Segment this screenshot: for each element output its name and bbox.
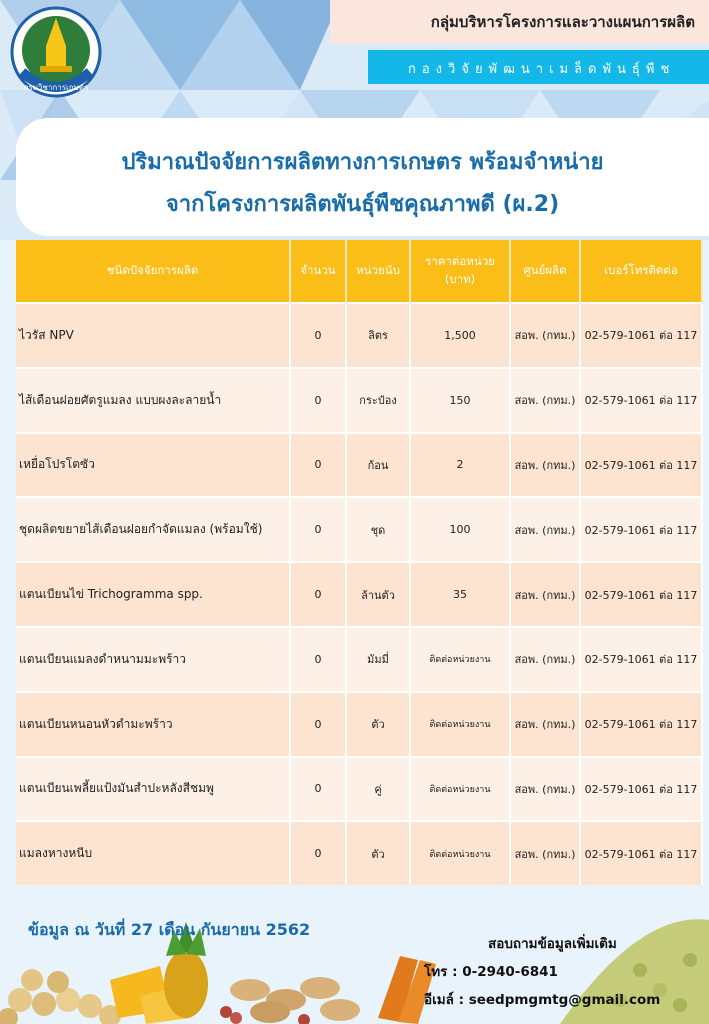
cell-phone: 02-579-1061 ต่อ 117 [580,562,702,627]
table-row [16,497,702,562]
cell-qty: 0 [290,303,346,368]
cell-center: สอพ. (กทม.) [510,757,580,822]
cell-center: สอพ. (กทม.) [510,627,580,692]
cell-qty: 0 [290,757,346,822]
cell-unit: คู่ [346,757,410,822]
cell-center: สอพ. (กทม.) [510,303,580,368]
cell-phone: 02-579-1061 ต่อ 117 [580,368,702,433]
header-qty: จำนวน [290,240,346,303]
table-row [16,368,702,433]
cell-price: 100 [410,497,510,562]
cell-item: แตนเบียนเพลี้ยแป้งมันสำปะหลังสีชมพู [16,757,290,822]
cell-item: แตนเบียนแมลงดำหนามมะพร้าว [16,627,290,692]
cell-unit: กระป๋อง [346,368,410,433]
cell-price: 150 [410,368,510,433]
cell-unit: ตัว [346,821,410,885]
cell-phone: 02-579-1061 ต่อ 117 [580,497,702,562]
cell-center: สอพ. (กทม.) [510,368,580,433]
cell-phone: 02-579-1061 ต่อ 117 [580,757,702,822]
cell-qty: 0 [290,627,346,692]
cell-unit: ตัว [346,692,410,757]
header-item: ชนิดปัจจัยการผลิต [16,240,290,303]
cell-price: 2 [410,433,510,498]
logo-text: กรมวิชาการเกษตร [23,83,89,92]
data-as-of-date: ข้อมูล ณ วันที่ 27 เดือน กันยายน 2562 [28,920,311,939]
table-row [16,433,702,498]
group-name: กลุ่มบริหารโครงการและวางแผนการผลิต [430,13,695,31]
table-row [16,692,702,757]
cell-price: ติดต่อหน่วยงาน [410,757,510,822]
cell-price: ติดต่อหน่วยงาน [410,627,510,692]
cell-qty: 0 [290,497,346,562]
cell-phone: 02-579-1061 ต่อ 117 [580,627,702,692]
cell-item: แตนเบียนหนอนหัวดำมะพร้าว [16,692,290,757]
header-price-line2: (บาท) [444,272,476,286]
cell-price: 35 [410,562,510,627]
department-logo [10,6,102,98]
cell-item: ไวรัส NPV [16,303,290,368]
cell-item: ชุดผลิตขยายไส้เดือนฝอยกำจัดแมลง (พร้อมใช้) [16,497,290,562]
header-price-line1: ราคาต่อหน่วย [425,254,495,268]
cell-unit: ลิตร [346,303,410,368]
cell-price: ติดต่อหน่วยงาน [410,692,510,757]
table-row [16,303,702,368]
cell-qty: 0 [290,692,346,757]
cell-unit: ล้านตัว [346,562,410,627]
cell-phone: 02-579-1061 ต่อ 117 [580,821,702,885]
table-row [16,757,702,822]
table-row [16,821,702,885]
cell-center: สอพ. (กทม.) [510,692,580,757]
cell-phone: 02-579-1061 ต่อ 117 [580,303,702,368]
cell-unit: มัมมี่ [346,627,410,692]
title-line-2: จากโครงการผลิตพันธุ์พืชคุณภาพดี (ผ.2) [165,192,560,217]
division-banner [368,50,709,84]
cell-center: สอพ. (กทม.) [510,562,580,627]
cell-unit: ก้อน [346,433,410,498]
cell-price: 1,500 [410,303,510,368]
table-row [16,562,702,627]
cell-item: แมลงหางหนีบ [16,821,290,885]
cell-price: ติดต่อหน่วยงาน [410,821,510,885]
division-name: กองวิจัยพัฒนาเมล็ดพันธุ์พืช [408,62,676,77]
cell-unit: ชุด [346,497,410,562]
header-price [410,240,510,303]
title-line-1: ปริมาณปัจจัยการผลิตทางการเกษตร พร้อมจำหน่าย [121,150,604,175]
table-header-row [16,240,702,303]
cell-center: สอพ. (กทม.) [510,821,580,885]
cell-item: ไส้เดือนฝอยศัตรูแมลง แบบผงละลายน้ำ [16,368,290,433]
cell-phone: 02-579-1061 ต่อ 117 [580,433,702,498]
table-row [16,627,702,692]
peanut-pile [220,977,360,1024]
cell-center: สอพ. (กทม.) [510,497,580,562]
header-phone: เบอร์โทรติดต่อ [580,240,702,303]
cell-qty: 0 [290,368,346,433]
header-unit: หน่วยนับ [346,240,410,303]
contact-email: อีเมล์ : seedpmgmtg@gmail.com [424,992,661,1008]
soybean-pile-left [0,969,121,1024]
cell-item: แตนเบียนไข่ Trichogramma spp. [16,562,290,627]
title-card [16,118,709,236]
group-name-banner [330,0,709,44]
cell-item: เหยื่อโปรโตซัว [16,433,290,498]
cell-qty: 0 [290,433,346,498]
cell-phone: 02-579-1061 ต่อ 117 [580,692,702,757]
production-input-table [16,240,703,885]
contact-phone: โทร : 0-2940-6841 [424,964,558,980]
cell-qty: 0 [290,562,346,627]
cell-center: สอพ. (กทม.) [510,433,580,498]
cell-qty: 0 [290,821,346,885]
contact-title: สอบถามข้อมูลเพิ่มเติม [488,936,617,952]
header-center: ศูนย์ผลิต [510,240,580,303]
